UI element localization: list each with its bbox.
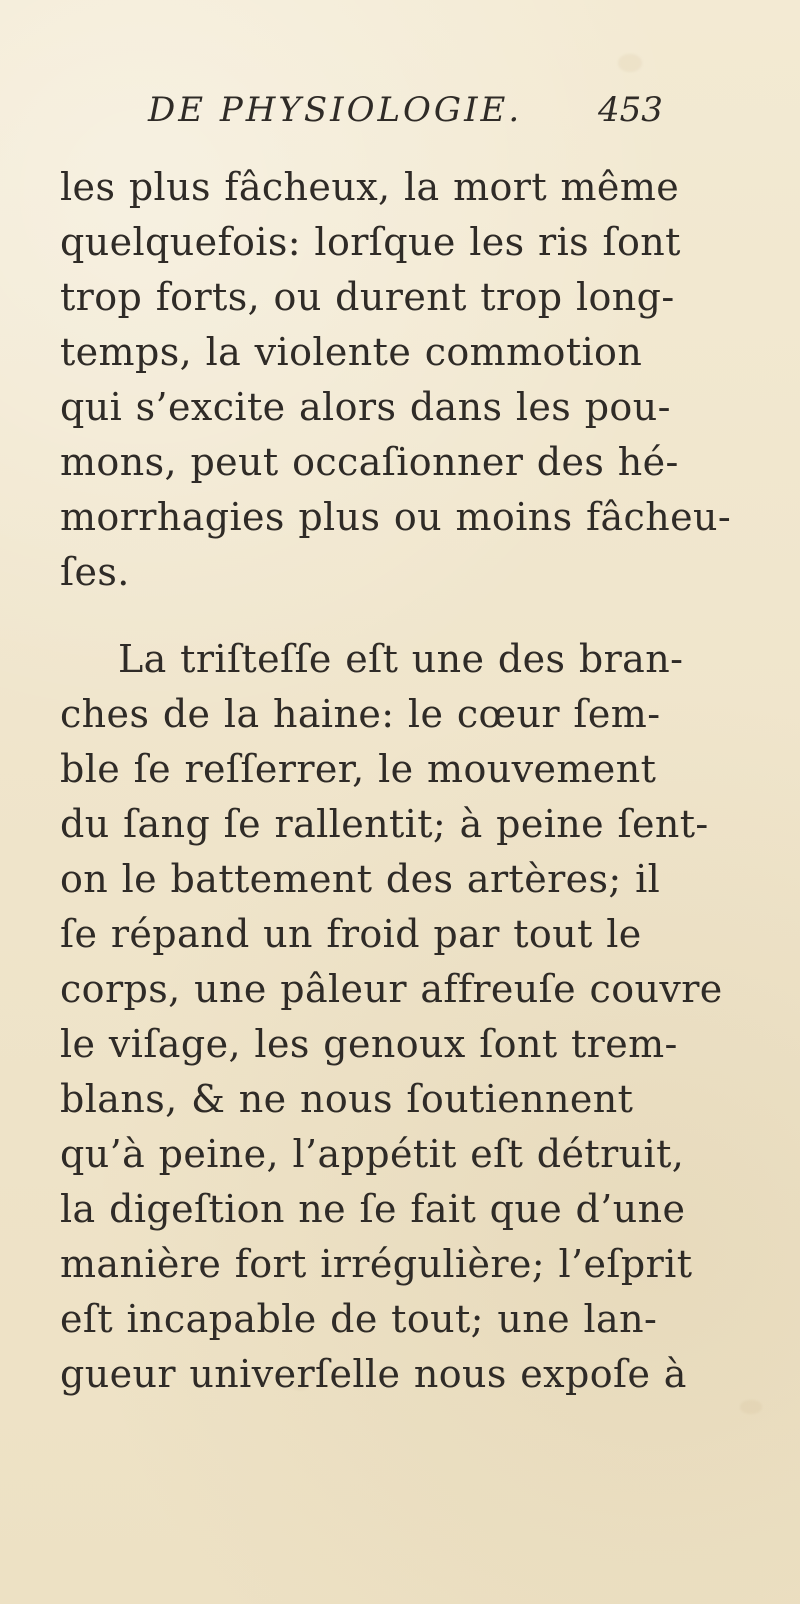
text-line: temps, la violente commotion: [60, 330, 643, 374]
text-line: du ſang ſe rallentit; à peine ſent-: [60, 802, 709, 846]
text-line: trop forts, ou durent trop long-: [60, 275, 675, 319]
paper-stain: [618, 54, 642, 72]
text-line: eſt incapable de tout; une lan-: [60, 1297, 658, 1341]
text-line: manière fort irrégulière; l’eſprit: [60, 1242, 693, 1286]
main-text: [60, 160, 732, 1402]
running-title: DE PHYSIOLOGIE.: [148, 90, 523, 130]
text-line: le viſage, les genoux ſont trem-: [60, 1022, 678, 1066]
running-header: [148, 82, 694, 138]
text-line: qu’à peine, l’appétit eſt détruit,: [60, 1132, 685, 1176]
text-line: La triſteſſe eſt une des bran-: [118, 637, 684, 681]
text-line: blans, & ne nous ſoutiennent: [60, 1077, 634, 1121]
text-line: corps, une pâleur affreuſe couvre: [60, 967, 723, 1011]
text-line: quelquefois: lorſque les ris ſont: [60, 220, 681, 264]
text-line: ſe répand un froid par tout le: [60, 912, 642, 956]
text-line: ſes.: [60, 550, 130, 594]
text-line: mons, peut occaſionner des hé-: [60, 440, 679, 484]
text-line: qui s’excite alors dans les pou-: [60, 385, 671, 429]
paragraph-spacer: [60, 600, 680, 632]
text-line: la digeſtion ne ſe fait que d’une: [60, 1187, 686, 1231]
text-line: morrhagies plus ou moins fâcheu-: [60, 495, 732, 539]
text-line: gueur univerſelle nous expoſe à: [60, 1352, 687, 1396]
text-line: les plus fâcheux, la mort même: [60, 165, 680, 209]
text-line: ble ſe reſſerrer, le mouvement: [60, 747, 657, 791]
text-line: ches de la haine: le cœur ſem-: [60, 692, 661, 736]
page-number: 453: [598, 90, 663, 130]
text-line: on le battement des artères; il: [60, 857, 661, 901]
paper-stain: [740, 1400, 762, 1414]
